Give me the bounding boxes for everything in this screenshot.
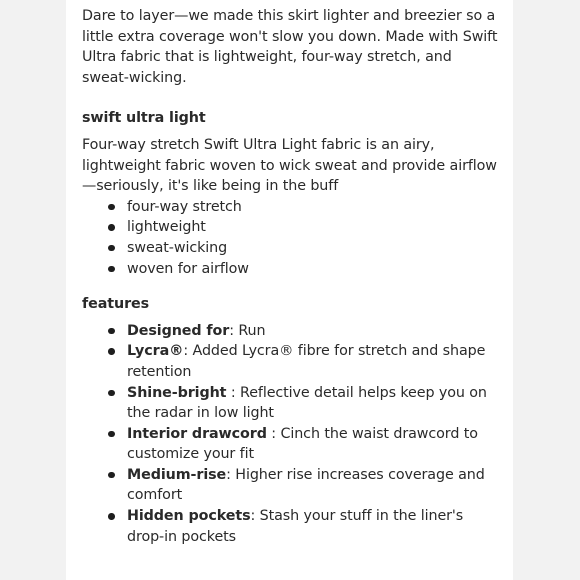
fabric-bullet-text: woven for airflow: [127, 260, 249, 277]
bullet-icon: [108, 204, 115, 211]
feature-text: Higher rise increases coverage and comfort: [127, 466, 485, 504]
product-description: [82, 6, 502, 547]
feature-text: Cinch the waist drawcord to customize your fit: [127, 425, 478, 463]
product-description-panel: [66, 0, 513, 580]
swift-ultra-light-heading: swift ultra light: [82, 110, 206, 127]
feature-label: Interior drawcord: [127, 425, 267, 442]
feature-separator: :: [266, 425, 281, 442]
bullet-icon: [108, 472, 115, 479]
fabric-bullet-list: [82, 197, 502, 279]
fabric-bullet-item: [127, 259, 502, 280]
feature-label: Shine-bright: [127, 384, 227, 401]
feature-separator: :: [183, 343, 193, 360]
fabric-bullet-text: lightweight: [127, 219, 206, 236]
features-list: [82, 321, 502, 548]
bullet-icon: [108, 513, 115, 520]
feature-item: [127, 465, 502, 506]
feature-text: Run: [238, 322, 266, 339]
bullet-icon: [108, 348, 115, 355]
fabric-bullet-text: sweat-wicking: [127, 239, 228, 256]
feature-label: Lycra®: [127, 343, 184, 360]
feature-text: Added Lycra® fibre for stretch and shape retention: [127, 343, 486, 380]
feature-separator: :: [226, 466, 236, 483]
fabric-bullet-item: [127, 217, 502, 238]
feature-separator: :: [250, 508, 260, 525]
fabric-bullet-item: [127, 238, 502, 259]
bullet-icon: [108, 328, 115, 335]
bullet-icon: [108, 224, 115, 231]
feature-item: [127, 321, 502, 342]
feature-item: [127, 506, 502, 547]
bullet-icon: [108, 431, 115, 438]
bullet-icon: [108, 245, 115, 252]
bullet-icon: [108, 266, 115, 273]
feature-text: Reflective detail helps keep you on the radar in low light: [127, 384, 487, 422]
feature-item: [127, 383, 502, 424]
intro-paragraph: Dare to layer—we made this skirt lighter and breezier so a little extra coverage won't slow you down. Made with Swift Ultra fabric that is lightweight, four-way stretch, and sweat-wicking.: [82, 8, 498, 86]
feature-separator: :: [226, 384, 241, 401]
feature-item: [127, 341, 502, 382]
feature-label: Designed for: [127, 322, 230, 339]
swift-ultra-light-description: Four-way stretch Swift Ultra Light fabric is an airy, lightweight fabric woven to wick sweat and provide airflow—seriously, it's like being in the buff: [82, 136, 497, 195]
bullet-icon: [108, 390, 115, 397]
fabric-bullet-text: four-way stretch: [127, 198, 242, 215]
feature-label: Hidden pockets: [127, 508, 251, 525]
feature-label: Medium-rise: [127, 466, 227, 483]
features-heading: features: [82, 296, 150, 313]
feature-text: Stash your stuff in the liner's drop-in pockets: [127, 508, 464, 545]
feature-item: [127, 424, 502, 465]
feature-separator: :: [229, 322, 239, 339]
fabric-bullet-item: [127, 197, 502, 218]
